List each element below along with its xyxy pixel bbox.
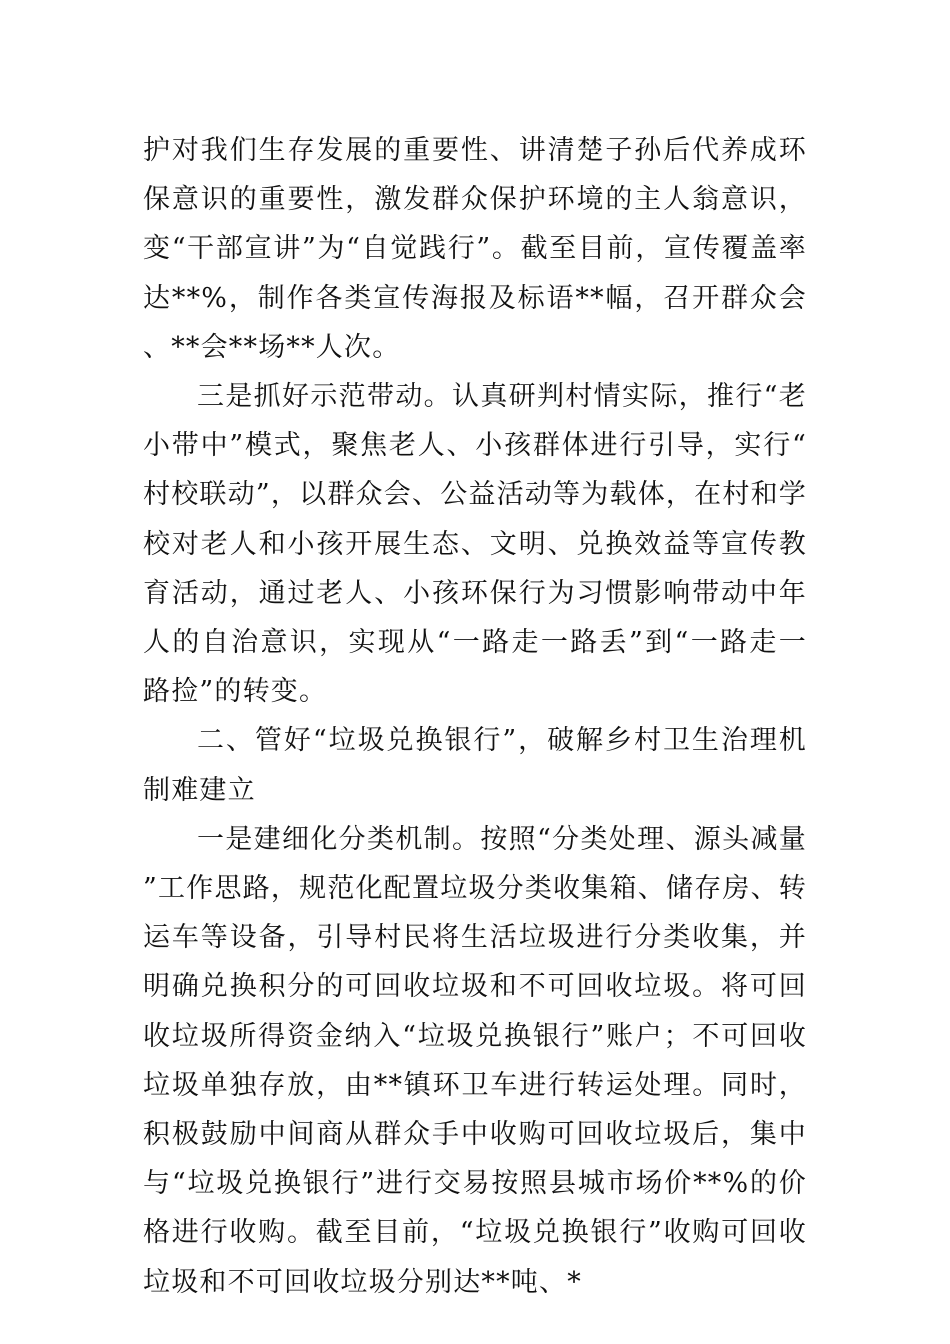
paragraph-continuation: 护对我们生存发展的重要性、讲清楚子孙后代养成环保意识的重要性，激发群众保护环境的主人翁意识，变“干部宣讲”为“自觉践行”。截至目前，宣传覆盖率达**%，制作各类宣传海报及标语**幅，召开群众会、**会**场**人次。	[143, 135, 807, 363]
paragraph-classification: 一是建细化分类机制。按照“分类处理、源头减量”工作思路，规范化配置垃圾分类收集箱、储存房、转运车等设备，引导村民将生活垃圾进行分类收集，并明确兑换积分的可回收垃圾和不可回收垃圾。将可回收垃圾所得资金纳入“垃圾兑换银行”账户；不可回收垃圾单独存放，由**镇环卫车进行转运处理。同时，积极鼓励中间商从群众手中收购可回收垃圾后，集中与“垃圾兑换银行”进行交易按照县城市场价**%的价格进行收购。截至目前，“垃圾兑换银行”收购可回收垃圾和不可回收垃圾分别达**吨、*	[143, 823, 807, 1298]
section-heading: 二、管好“垃圾兑换银行”，破解乡村卫生治理机制难建立	[143, 725, 807, 806]
paragraph-demonstration: 三是抓好示范带动。认真研判村情实际，推行“老小带中”模式，聚焦老人、小孩群体进行引导，实行“村校联动”，以群众会、公益活动等为载体，在村和学校对老人和小孩开展生态、文明、兑换效益等宣传教育活动，通过老人、小孩环保行为习惯影响带动中年人的自治意识，实现从“一路走一路丢”到“一路走一路捡”的转变。	[143, 381, 807, 708]
document-body	[143, 126, 807, 1307]
